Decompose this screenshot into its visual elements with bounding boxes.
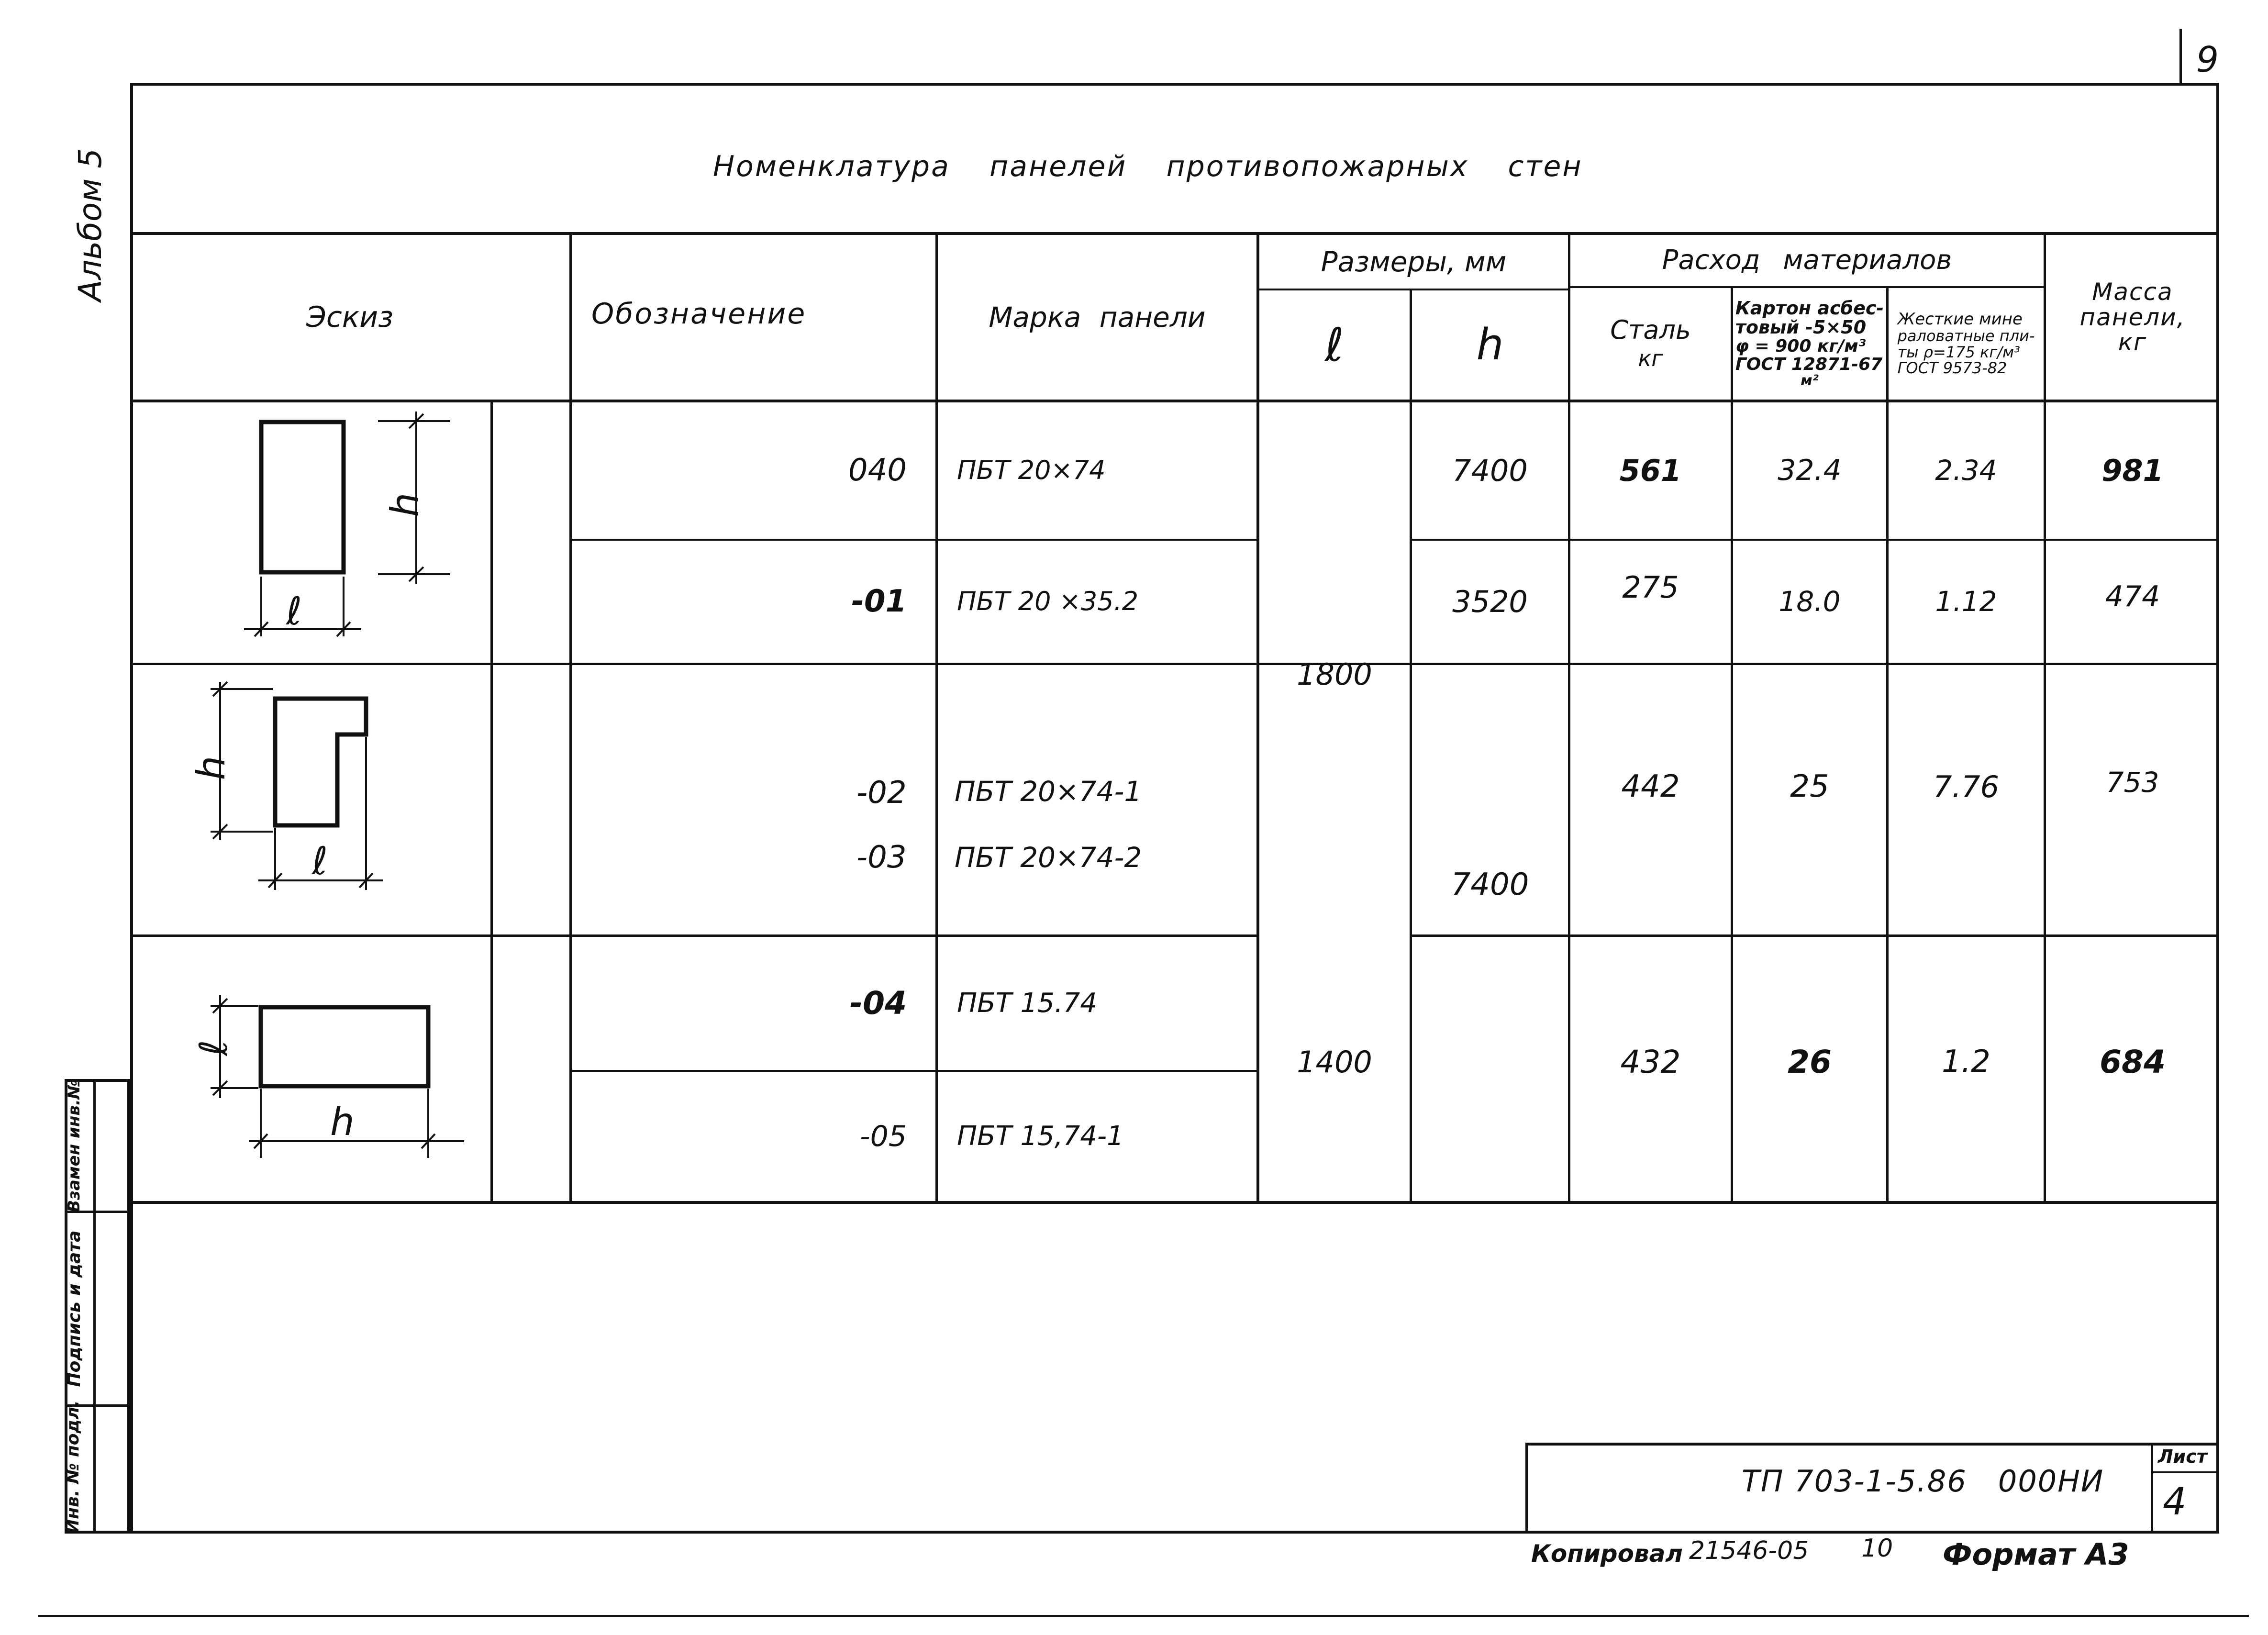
header-mass: Масса панели, кг bbox=[2079, 278, 2186, 356]
mass-row1: 981 bbox=[2101, 453, 2164, 488]
side-stamp-replaces: Взамен инв.№ bbox=[65, 1079, 84, 1212]
footer-order: 21546-05 bbox=[1689, 1536, 1809, 1565]
side-stamp-divider bbox=[93, 1079, 96, 1534]
cardboard-row2: 18.0 bbox=[1779, 585, 1841, 618]
designation-row4: -03 bbox=[856, 840, 907, 875]
h-row1: 7400 bbox=[1452, 453, 1528, 488]
cardboard-group2: 25 bbox=[1790, 769, 1829, 805]
sketch3-label-h: h bbox=[330, 1100, 355, 1144]
footer-format: Формат А3 bbox=[1943, 1537, 2129, 1572]
header-mineral: Жесткие мине раловатные пли- ты ρ=175 кг/м³ ГОСТ 9573-82 bbox=[1897, 310, 2035, 378]
header-steel: Сталь кг bbox=[1610, 314, 1691, 371]
mark-row3: ПБТ 20×74-1 bbox=[955, 775, 1142, 808]
mark-row5: ПБТ 15.74 bbox=[957, 987, 1097, 1019]
mark-row2: ПБТ 20 ×35.2 bbox=[957, 586, 1139, 617]
sheet-label: Лист bbox=[2158, 1446, 2207, 1467]
mineral-row2: 1.12 bbox=[1935, 585, 1997, 618]
steel-row1: 561 bbox=[1619, 453, 1682, 488]
cardboard-group3: 26 bbox=[1788, 1044, 1832, 1081]
mark-row4: ПБТ 20×74-2 bbox=[955, 841, 1142, 874]
header-materials: Расход материалов bbox=[1662, 245, 1952, 276]
group1-bottom-line bbox=[130, 663, 2219, 665]
page-title: Номенклатура панелей противопожарных стен bbox=[713, 150, 1583, 183]
header-dim-l: ℓ bbox=[1325, 318, 1344, 372]
side-stamp-signature-date: Подпись и дата bbox=[65, 1230, 84, 1387]
mass-group3: 684 bbox=[2100, 1044, 2166, 1081]
sketch1-label-l: ℓ bbox=[286, 589, 302, 634]
steel-group2: 442 bbox=[1621, 769, 1680, 805]
document-code: ТП 703-1-5.86 000НИ bbox=[1742, 1464, 2104, 1499]
steel-row2: 275 bbox=[1622, 569, 1679, 605]
steel-group3: 432 bbox=[1620, 1044, 1681, 1081]
header-dimensions: Размеры, мм bbox=[1321, 245, 1507, 278]
sheet-corner-number: 9 bbox=[2196, 39, 2219, 80]
header-dim-h: h bbox=[1476, 319, 1504, 370]
h-merged-7400: 7400 bbox=[1451, 867, 1529, 903]
header-panel-mark: Марка панели bbox=[989, 300, 1206, 334]
mass-group2: 753 bbox=[2106, 766, 2159, 799]
header-designation: Обозначение bbox=[591, 297, 807, 331]
col-sketch-inner bbox=[490, 400, 493, 1204]
designation-row3: -02 bbox=[856, 775, 907, 811]
title-block-divider bbox=[2151, 1443, 2153, 1534]
mineral-group2: 7.76 bbox=[1933, 769, 2000, 805]
sketch-l-shape bbox=[182, 679, 431, 909]
l-merged-1800: 1800 bbox=[1297, 657, 1372, 692]
sheet-number: 4 bbox=[2163, 1480, 2187, 1524]
footer-copied: Копировал bbox=[1531, 1540, 1683, 1568]
corner-box-left bbox=[2179, 29, 2182, 85]
header-cardboard: Картон асбес- товый -5×50 φ = 900 кг/м³ ГОСТ 12871-67 м² bbox=[1735, 298, 1884, 389]
footer-number: 10 bbox=[1861, 1534, 1893, 1563]
table-bottom-line bbox=[130, 1201, 2219, 1204]
designation-row6: -05 bbox=[860, 1119, 907, 1153]
mineral-group3: 1.2 bbox=[1942, 1044, 1990, 1080]
sheet-label-line bbox=[2151, 1471, 2219, 1473]
album-label: Альбом 5 bbox=[72, 148, 109, 301]
sketch-rect-vertical bbox=[225, 407, 474, 646]
sketch3-label-l: ℓ bbox=[191, 1040, 236, 1056]
h-row2: 3520 bbox=[1452, 584, 1528, 619]
mineral-row1: 2.34 bbox=[1935, 454, 1997, 487]
sketch2-label-h: h bbox=[189, 756, 233, 780]
sheet-bottom-rule bbox=[38, 1615, 2249, 1617]
sketch2-label-l: ℓ bbox=[312, 839, 328, 883]
l-merged-1400: 1400 bbox=[1297, 1045, 1372, 1080]
side-stamp-inv-number: Инв. № подл. bbox=[63, 1400, 83, 1534]
cardboard-row1: 32.4 bbox=[1778, 454, 1842, 487]
sketch1-label-h: h bbox=[383, 492, 427, 517]
mark-row6: ПБТ 15,74-1 bbox=[957, 1120, 1124, 1152]
designation-row5: -04 bbox=[849, 985, 907, 1022]
header-sketch: Эскиз bbox=[306, 300, 394, 334]
mass-row2: 474 bbox=[2105, 580, 2160, 613]
mark-row1: ПБТ 20×74 bbox=[957, 455, 1106, 486]
designation-row2: -01 bbox=[851, 583, 907, 619]
designation-row1: 040 bbox=[848, 452, 907, 488]
